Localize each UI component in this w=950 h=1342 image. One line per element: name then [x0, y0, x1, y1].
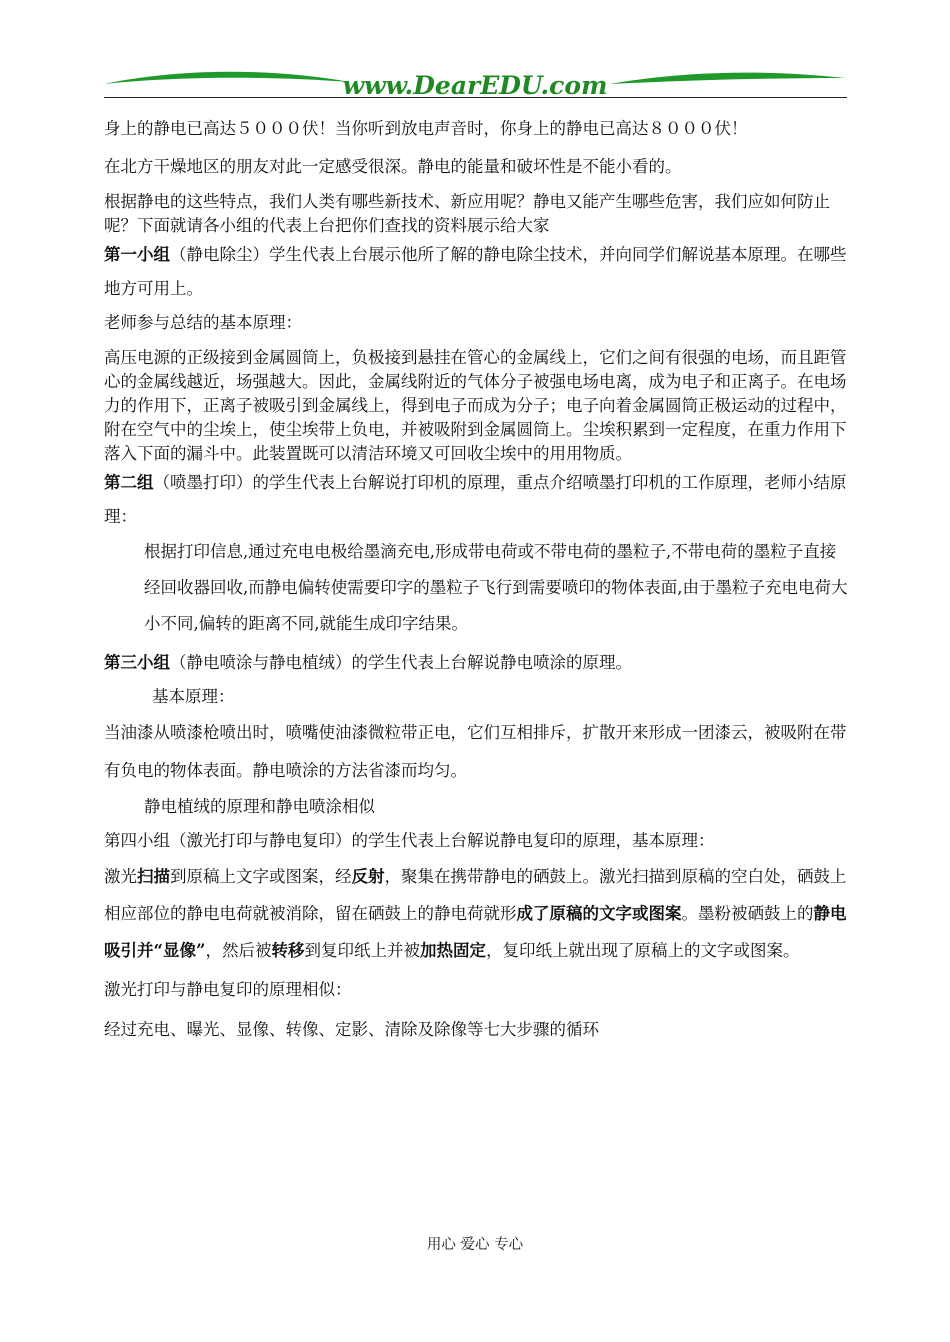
paragraph-group2: [104, 466, 850, 534]
group3-text: （静电喷涂与静电植绒）的学生代表上台解说静电喷涂的原理。: [170, 653, 632, 672]
group2-text: （喷墨打印）的学生代表上台解说打印机的原理，重点介绍喷墨打印机的工作原理，老师小结原理：: [104, 473, 847, 526]
copier-text-1: 激光: [104, 867, 137, 886]
header-swoosh-logo: [0, 62, 950, 106]
page-footer: 用心 爱心 专心: [426, 1237, 524, 1253]
group1-label: 第一小组: [104, 245, 170, 264]
copier-text-4: 。墨粉被硒鼓上的: [681, 904, 814, 923]
copier-bold-fuse: 加热固定: [419, 941, 486, 960]
paragraph-teacher-summary1: 老师参与总结的基本原理：: [104, 313, 302, 332]
copier-bold-formed: 成了原稿的文字或图案: [516, 904, 682, 923]
group1-text: （静电除尘）学生代表上台展示他所了解的静电除尘技术，并向同学们解说基本原理。在哪些地方可用上。: [104, 245, 847, 298]
paragraph-group3: [104, 646, 850, 680]
copier-bold-transfer: 转移: [271, 941, 305, 960]
copier-text-7: ，复印纸上就出现了原稿上的文字或图案。: [485, 941, 800, 960]
copier-bold-develop: 静电吸引并“显像”: [104, 904, 847, 960]
site-name: www.DearEDU.com: [342, 71, 608, 100]
paragraph-inkjet-principle: 根据打印信息,通过充电电极给墨滴充电,形成带电荷或不带电荷的墨粒子,不带电荷的墨粒子直接经回收器回收,而静电偏转使需要印字的墨粒子飞行到需要喷印的物体表面,由于墨粒子充电电荷大小不同,偏转的距离不同,就能生成印字结果。: [144, 542, 848, 633]
paragraph-basic-principle-title: 基本原理：: [152, 687, 235, 706]
copier-text-6: 到复印纸上并被: [304, 941, 420, 960]
copier-text-2: 到原稿上文字或图案，经: [170, 867, 352, 886]
copier-bold-scan: 扫描: [137, 867, 170, 886]
paragraph-north-dry: 在北方干燥地区的朋友对此一定感受很深。静电的能量和破坏性是不能小看的。: [104, 157, 682, 176]
site-header: [0, 62, 950, 106]
paragraph-spray-principle: 当油漆从喷漆枪喷出时，喷嘴使油漆微粒带正电，它们互相排斥，扩散开来形成一团漆云，被吸附在带有负电的物体表面。静电喷涂的方法省漆而均匀。: [104, 723, 847, 780]
paragraph-copier-principle: [104, 858, 850, 969]
header-rule: [104, 97, 847, 98]
document-body: [104, 112, 850, 1047]
group3-label: 第三小组: [104, 653, 170, 672]
copier-text-5: ，然后被: [205, 941, 272, 960]
paragraph-group4: 第四小组（激光打印与静电复印）的学生代表上台解说静电复印的原理，基本原理：: [104, 831, 715, 850]
copier-bold-reflect: 反射: [351, 867, 385, 886]
paragraph-intro-question: 根据静电的这些特点，我们人类有哪些新技术、新应用呢？静电又能产生哪些危害，我们应如何防止呢？下面就请各小组的代表上台把你们查找的资料展示给大家: [104, 192, 830, 235]
paragraph-flocking-note: 静电植绒的原理和静电喷涂相似: [144, 797, 375, 816]
paragraph-laser-similar: 激光打印与静电复印的原理相似：: [104, 980, 352, 999]
paragraph-static-voltage: 身上的静电已高达５０００伏！当你听到放电声音时，你身上的静电已高达８０００伏！: [104, 119, 748, 138]
paragraph-dust-principle: 高压电源的正级接到金属圆筒上，负极接到悬挂在管心的金属线上，它们之间有很强的电场，而且距管心的金属线越近，场强越大。因此，金属线附近的气体分子被强电场电离，成为电子和正离子。在电场力的作用下，正离子被吸引到金属线上，得到电子而成为分子；电子向着金属圆筒正极运动的过程中，附在空气中的尘埃上，使尘埃带上负电，并被吸附到金属圆筒上。尘埃积累到一定程度，在重力作用下落入下面的漏斗中。此装置既可以清洁环境又可回收尘埃中的用用物质。: [104, 348, 847, 463]
group2-label: 第二组: [104, 473, 154, 492]
paragraph-seven-steps: 经过充电、曝光、显像、转像、定影、清除及除像等七大步骤的循环: [104, 1020, 599, 1039]
copier-text-3: ，聚集在携带静电的硒鼓上。激光扫描到原稿的空白处，硒鼓上相应部位的静电电荷就被消除，留在硒鼓上的静电荷就形: [104, 867, 847, 923]
paragraph-group1: [104, 238, 850, 306]
